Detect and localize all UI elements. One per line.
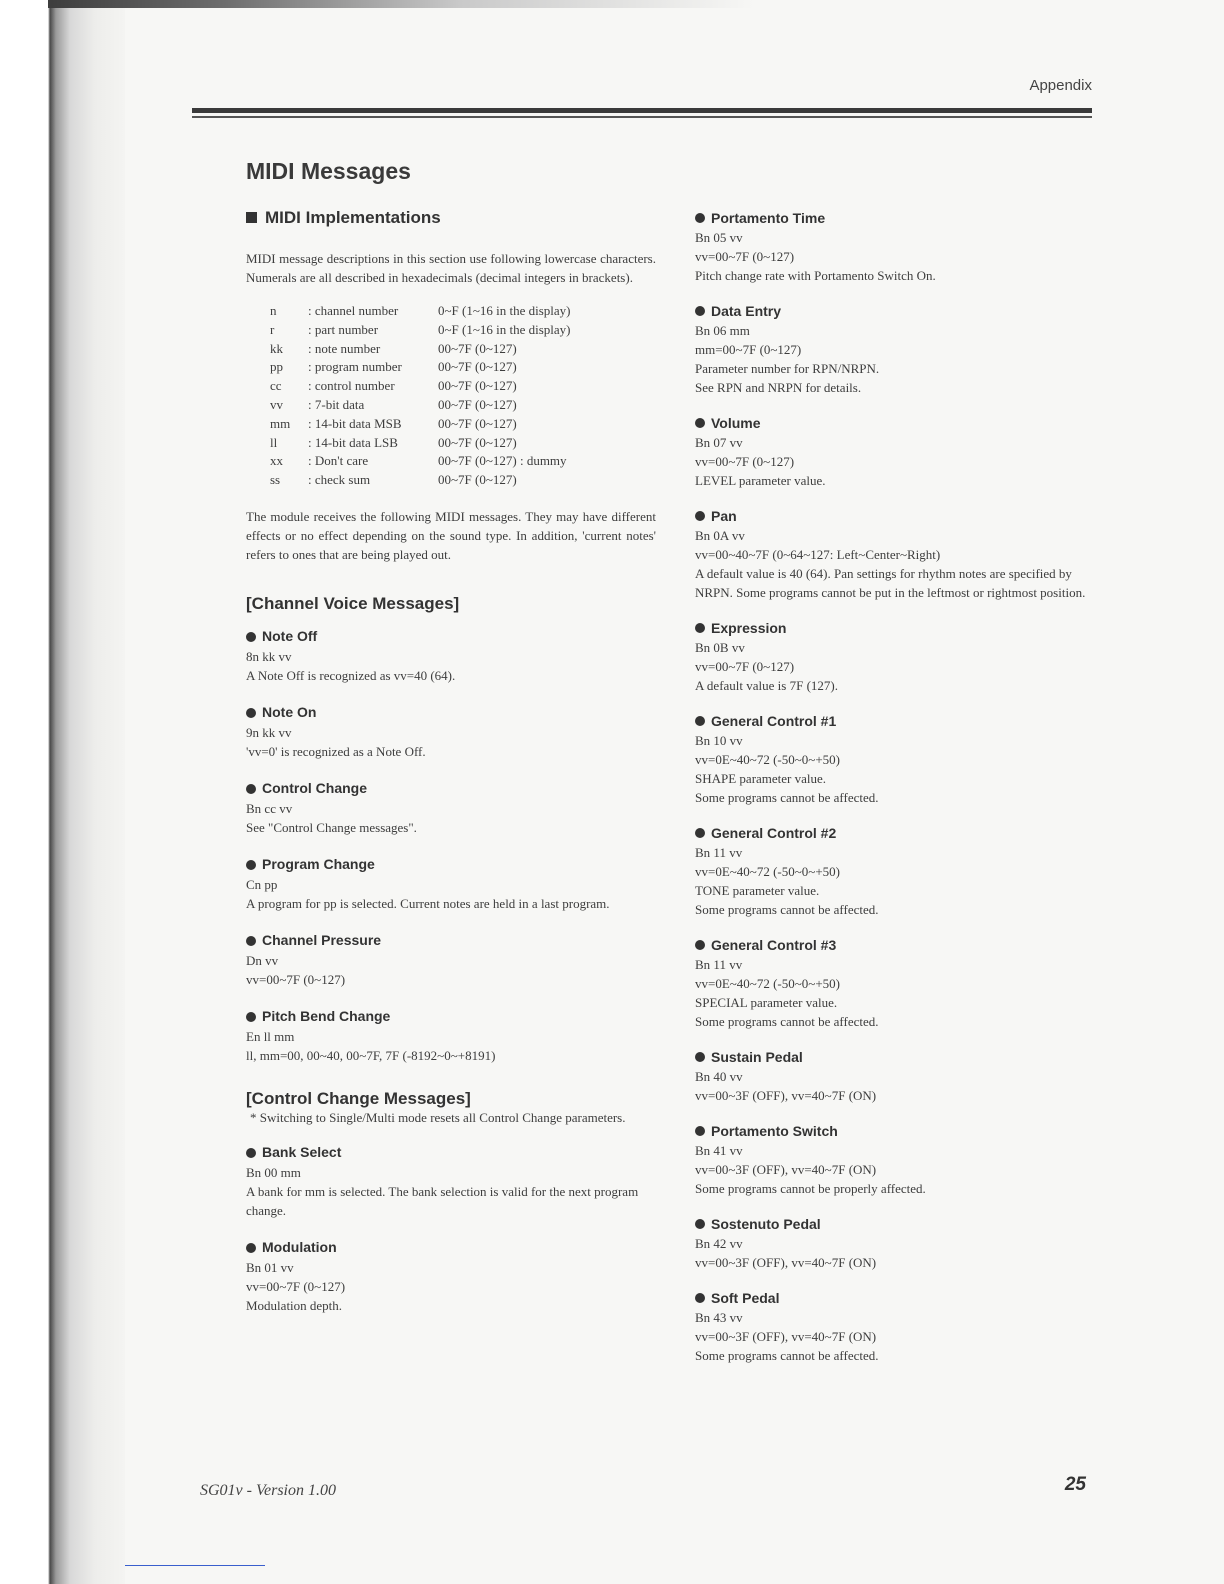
definition-row (270, 301, 656, 320)
message-line: 9n kk vv (246, 724, 292, 740)
definition-symbol: ll (270, 434, 278, 450)
message-line: Bn 11 vv (695, 845, 743, 860)
definition-symbol: pp (270, 359, 283, 375)
message-line: mm=00~7F (0~127) (695, 342, 802, 357)
message-line: vv=0E~40~72 (-50~0~+50) (695, 864, 840, 879)
definition-row (270, 339, 656, 358)
square-bullet-icon (246, 212, 257, 223)
round-bullet-icon (695, 306, 705, 316)
message-title (695, 1214, 1105, 1234)
message-line: Some programs cannot be properly affected. (695, 1181, 926, 1196)
round-bullet-icon (246, 936, 256, 946)
message-line: A default value is 40 (64). Pan settings for rhythm notes are specified by NRPN. Some programs cannot be put in the leftmost or rightmost position. (695, 566, 1086, 600)
definition-symbol: n (270, 303, 277, 318)
definition-range: 00~7F (0~127) (438, 340, 517, 356)
page-number: 25 (1064, 1474, 1086, 1495)
round-bullet-icon (246, 1243, 256, 1253)
definition-description: : check sum (308, 472, 371, 488)
message-title (695, 618, 1105, 638)
message-title-text: Control Change (262, 780, 367, 797)
message-title-text: Sostenuto Pedal (711, 1215, 821, 1232)
message-title-text: Portamento Time (711, 209, 826, 226)
message-line: A program for pp is selected. Current notes are held in a last program. (246, 895, 610, 911)
message-line: LEVEL parameter value. (695, 473, 826, 488)
message-entry (695, 301, 1105, 397)
round-bullet-icon (695, 716, 705, 726)
definition-row (270, 320, 656, 339)
message-entry (246, 1238, 656, 1315)
message-title (695, 935, 1105, 955)
message-title-text: Sustain Pedal (711, 1048, 803, 1065)
message-title (695, 1121, 1105, 1141)
message-title (695, 413, 1105, 433)
message-line: A Note Off is recognized as vv=40 (64). (246, 667, 456, 683)
round-bullet-icon (246, 784, 256, 794)
header-rule-thin (192, 116, 1092, 118)
definition-description: : control number (308, 378, 395, 394)
scan-bottom-line (125, 1565, 265, 1566)
message-title-text: Note Off (262, 628, 318, 645)
message-title (246, 855, 656, 875)
message-title (695, 301, 1105, 321)
left-column (246, 208, 656, 1333)
round-bullet-icon (695, 828, 705, 838)
definition-symbol: ss (270, 472, 281, 488)
outro-paragraph: The module receives the following MIDI messages. They may have different effects or no effect depending on the sound type. In addition, 'current notes' refers to ones that are being played out. (246, 508, 656, 562)
right-column (695, 208, 1105, 1381)
definition-range: 00~7F (0~127) (438, 415, 517, 431)
definition-range: 00~7F (0~127) (438, 472, 517, 488)
message-title-text: General Control #3 (711, 936, 837, 953)
message-line: Some programs cannot be affected. (695, 902, 879, 917)
message-entry (695, 823, 1105, 919)
control-change-list-left (246, 1143, 656, 1315)
message-line: vv=00~3F (OFF), vv=40~7F (ON) (695, 1162, 877, 1177)
message-line: Bn 43 vv (695, 1310, 743, 1325)
message-line: vv=00~3F (OFF), vv=40~7F (ON) (695, 1088, 877, 1103)
round-bullet-icon (246, 708, 256, 718)
definition-description: : 14-bit data MSB (308, 415, 402, 431)
message-title (695, 506, 1105, 526)
round-bullet-icon (695, 418, 705, 428)
message-title (246, 1238, 656, 1258)
definition-row (270, 451, 656, 470)
round-bullet-icon (246, 860, 256, 870)
message-line: Cn pp (246, 876, 278, 892)
message-line: Bn 42 vv (695, 1236, 743, 1251)
definition-range: 00~7F (0~127) (438, 434, 517, 450)
message-title-text: General Control #2 (711, 824, 837, 841)
definition-range: 0~F (1~16 in the display) (438, 303, 571, 318)
definition-description: : note number (308, 340, 381, 356)
message-title-text: Program Change (262, 856, 375, 873)
message-title (695, 711, 1105, 731)
definition-description: : 7-bit data (308, 396, 365, 412)
message-line: vv=00~7F (0~127) (695, 659, 795, 674)
round-bullet-icon (695, 1126, 705, 1136)
message-title-text: Pan (711, 507, 737, 524)
channel-voice-list (246, 627, 656, 1065)
control-change-heading: [Control Change Messages] (246, 1088, 471, 1108)
message-entry (246, 779, 656, 837)
definition-symbol: r (270, 321, 275, 337)
message-title-text: Data Entry (711, 302, 782, 319)
message-line: vv=00~3F (OFF), vv=40~7F (ON) (695, 1329, 877, 1344)
definition-description: : 14-bit data LSB (308, 434, 398, 450)
message-title-text: General Control #1 (711, 712, 837, 729)
message-entry (695, 506, 1105, 602)
message-entry (695, 1047, 1105, 1105)
definition-row (270, 414, 656, 433)
message-title (695, 823, 1105, 843)
message-line: Bn 00 mm (246, 1164, 301, 1180)
message-title-text: Note On (262, 704, 317, 721)
message-line: Bn 0B vv (695, 640, 745, 655)
scan-top-shadow (48, 0, 1224, 8)
message-title-text: Expression (711, 619, 787, 636)
definition-symbol: cc (270, 378, 282, 394)
message-title-text: Portamento Switch (711, 1122, 838, 1139)
message-line: vv=00~7F (0~127) (695, 249, 795, 264)
round-bullet-icon (246, 632, 256, 642)
control-change-list-right (695, 208, 1105, 1365)
message-line: 8n kk vv (246, 648, 292, 664)
message-line: En ll mm (246, 1028, 295, 1044)
message-line: Pitch change rate with Portamento Switch On. (695, 268, 936, 283)
message-title-text: Channel Pressure (262, 932, 382, 949)
definition-list (270, 301, 656, 489)
footer-model-version: SG01v - Version 1.00 (200, 1482, 336, 1499)
message-line: vv=00~7F (0~127) (695, 454, 795, 469)
control-change-note: * Switching to Single/Multi mode resets all Control Change parameters. (250, 1109, 626, 1125)
message-line: TONE parameter value. (695, 883, 820, 898)
message-title-text: Soft Pedal (711, 1289, 780, 1306)
definition-description: : part number (308, 321, 379, 337)
message-entry (246, 1143, 656, 1220)
message-entry (695, 208, 1105, 285)
round-bullet-icon (246, 1148, 256, 1158)
message-line: SHAPE parameter value. (695, 771, 827, 786)
scan-spine-shadow (0, 0, 125, 1584)
message-line: 'vv=0' is recognized as a Note Off. (246, 743, 426, 759)
definition-range: 00~7F (0~127) (438, 378, 517, 394)
message-title (246, 1143, 656, 1163)
definition-range: 00~7F (0~127) (438, 396, 517, 412)
round-bullet-icon (246, 1012, 256, 1022)
message-entry (695, 1288, 1105, 1365)
definition-symbol: mm (270, 415, 291, 431)
message-title-text: Pitch Bend Change (262, 1008, 391, 1025)
running-header: Appendix (1029, 77, 1092, 94)
message-title (695, 208, 1105, 228)
definition-description: : Don't care (308, 453, 369, 469)
message-line: Dn vv (246, 952, 279, 968)
message-entry (246, 1007, 656, 1065)
definition-range: 00~7F (0~127) : dummy (438, 453, 567, 469)
message-line: Bn 11 vv (695, 957, 743, 972)
message-line: Bn 01 vv (246, 1259, 294, 1275)
header-rule-thick (192, 108, 1092, 113)
round-bullet-icon (695, 1293, 705, 1303)
definition-row (270, 376, 656, 395)
message-entry (246, 855, 656, 913)
message-line: A bank for mm is selected. The bank selection is valid for the next program change. (246, 1183, 639, 1218)
definition-description: : program number (308, 359, 402, 375)
round-bullet-icon (695, 940, 705, 950)
definition-range: 00~7F (0~127) (438, 359, 517, 375)
definition-row (270, 470, 656, 489)
message-line: Bn 41 vv (695, 1143, 743, 1158)
message-line: Bn 06 mm (695, 323, 750, 338)
definition-symbol: vv (270, 396, 283, 412)
message-line: vv=0E~40~72 (-50~0~+50) (695, 752, 840, 767)
message-line: Parameter number for RPN/NRPN. (695, 361, 880, 376)
message-title (246, 703, 656, 723)
message-entry (695, 618, 1105, 695)
message-line: Modulation depth. (246, 1297, 343, 1313)
message-line: Bn 0A vv (695, 528, 745, 543)
message-line: See RPN and NRPN for details. (695, 380, 862, 395)
channel-voice-heading: [Channel Voice Messages] (246, 593, 460, 613)
message-entry (695, 413, 1105, 490)
message-line: vv=00~3F (OFF), vv=40~7F (ON) (695, 1255, 877, 1270)
section-title-text: MIDI Implementations (265, 208, 441, 227)
message-line: Bn 05 vv (695, 230, 743, 245)
message-line: vv=00~40~7F (0~64~127: Left~Center~Right) (695, 547, 941, 562)
message-line: Some programs cannot be affected. (695, 1014, 879, 1029)
message-title-text: Volume (711, 414, 761, 431)
definition-description: : channel number (308, 303, 399, 318)
message-title (695, 1288, 1105, 1308)
round-bullet-icon (695, 511, 705, 521)
message-title-text: Bank Select (262, 1144, 342, 1161)
page-title: MIDI Messages (246, 158, 411, 184)
message-entry (246, 703, 656, 761)
message-entry (695, 711, 1105, 807)
message-entry (246, 931, 656, 989)
message-title (246, 779, 656, 799)
message-title (246, 931, 656, 951)
message-line: vv=00~7F (0~127) (246, 971, 346, 987)
message-title (695, 1047, 1105, 1067)
message-line: Some programs cannot be affected. (695, 790, 879, 805)
message-entry (246, 627, 656, 685)
message-title (246, 627, 656, 647)
message-line: Bn 40 vv (695, 1069, 743, 1084)
message-line: Bn 07 vv (695, 435, 743, 450)
message-entry (695, 1214, 1105, 1272)
message-line: ll, mm=00, 00~40, 00~7F, 7F (-8192~0~+8191) (246, 1047, 496, 1063)
definition-row (270, 395, 656, 414)
message-line: Some programs cannot be affected. (695, 1348, 879, 1363)
message-title-text: Modulation (262, 1239, 337, 1256)
message-line: Bn 10 vv (695, 733, 743, 748)
definition-row (270, 357, 656, 376)
round-bullet-icon (695, 623, 705, 633)
message-line: SPECIAL parameter value. (695, 995, 838, 1010)
definition-row (270, 433, 656, 452)
definition-range: 0~F (1~16 in the display) (438, 321, 571, 337)
message-title (246, 1007, 656, 1027)
message-line: vv=00~7F (0~127) (246, 1278, 346, 1294)
round-bullet-icon (695, 1219, 705, 1229)
round-bullet-icon (695, 1052, 705, 1062)
definition-symbol: xx (270, 453, 283, 469)
round-bullet-icon (695, 213, 705, 223)
message-entry (695, 935, 1105, 1031)
definition-symbol: kk (270, 340, 283, 356)
message-line: vv=0E~40~72 (-50~0~+50) (695, 976, 840, 991)
intro-paragraph: MIDI message descriptions in this section use following lowercase characters. Numerals are all described in hexadecimals (decimal integers in brackets). (246, 251, 656, 285)
message-entry (695, 1121, 1105, 1198)
message-line: A default value is 7F (127). (695, 678, 838, 693)
message-line: See "Control Change messages". (246, 819, 417, 835)
section-title-implementations (246, 208, 656, 227)
message-line: Bn cc vv (246, 800, 293, 816)
